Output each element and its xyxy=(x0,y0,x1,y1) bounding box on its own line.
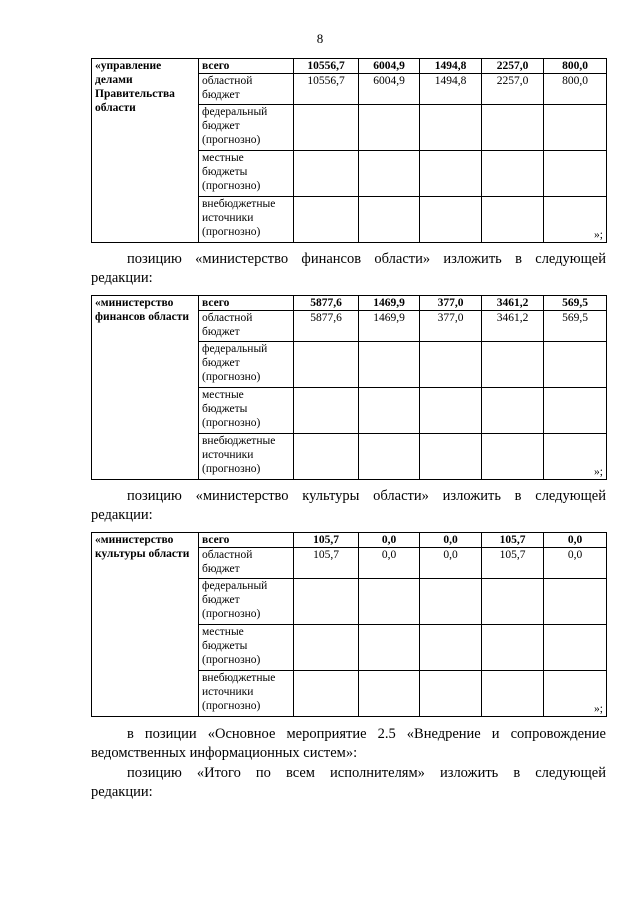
amount-cell: 377,0 xyxy=(420,296,482,311)
total-row xyxy=(92,533,607,548)
paragraph-finance-ministry xyxy=(91,250,606,288)
funding-source: местные бюджеты (прогнозно) xyxy=(199,388,294,434)
funding-source: всего xyxy=(199,296,294,311)
funding-source: внебюджетные источники (прогнозно) xyxy=(199,197,294,243)
amount-cell: 6004,9 xyxy=(359,59,420,74)
funding-source: всего xyxy=(199,59,294,74)
amount-cell xyxy=(294,671,359,717)
funding-source: областной бюджет xyxy=(199,548,294,579)
amount-cell xyxy=(294,342,359,388)
amount-cell xyxy=(544,342,607,388)
total-row xyxy=(92,59,607,74)
amount-cell xyxy=(359,671,420,717)
amount-cell: 3461,2 xyxy=(482,311,544,342)
amount-cell xyxy=(482,388,544,434)
amount-cell xyxy=(420,342,482,388)
amount-cell xyxy=(359,625,420,671)
amount-cell: 6004,9 xyxy=(359,74,420,105)
amount-cell xyxy=(544,105,607,151)
amount-cell xyxy=(294,197,359,243)
amount-cell: 10556,7 xyxy=(294,74,359,105)
amount-cell xyxy=(482,671,544,717)
amount-cell xyxy=(482,342,544,388)
closing-quote: »; xyxy=(544,671,607,717)
amount-cell xyxy=(359,434,420,480)
amount-cell: 2257,0 xyxy=(482,59,544,74)
amount-cell: 105,7 xyxy=(294,533,359,548)
page-number: 8 xyxy=(316,31,324,46)
amount-cell: 5877,6 xyxy=(294,296,359,311)
paragraph-line: позицию «Итого по всем исполнителям» изложить в следующей xyxy=(127,765,606,781)
amount-cell xyxy=(544,579,607,625)
amount-cell: 105,7 xyxy=(482,533,544,548)
amount-cell: 0,0 xyxy=(544,548,607,579)
paragraph-culture-ministry xyxy=(91,487,606,525)
amount-cell: 1494,8 xyxy=(420,59,482,74)
amount-cell xyxy=(420,625,482,671)
amount-cell xyxy=(359,151,420,197)
amount-cell xyxy=(359,342,420,388)
funding-source: федеральный бюджет (прогнозно) xyxy=(199,105,294,151)
amount-cell xyxy=(420,105,482,151)
amount-cell xyxy=(294,105,359,151)
amount-cell: 0,0 xyxy=(359,533,420,548)
paragraph-line: позицию «министерство финансов области» изложить в следующей xyxy=(127,251,606,267)
amount-cell: 0,0 xyxy=(420,548,482,579)
amount-cell: 105,7 xyxy=(482,548,544,579)
amount-cell xyxy=(482,105,544,151)
executor-name: «управление делами Правительства области xyxy=(92,59,199,243)
budget-table-management xyxy=(91,58,607,243)
amount-cell xyxy=(359,105,420,151)
closing-quote: »; xyxy=(544,197,607,243)
funding-source: федеральный бюджет (прогнозно) xyxy=(199,342,294,388)
funding-source: областной бюджет xyxy=(199,311,294,342)
total-row xyxy=(92,296,607,311)
paragraph-line: позицию «министерство культуры области» изложить в следующей xyxy=(127,488,606,504)
amount-cell xyxy=(420,151,482,197)
paragraph-line: редакции: xyxy=(91,507,153,523)
budget-table-finance xyxy=(91,295,607,480)
amount-cell: 0,0 xyxy=(359,548,420,579)
paragraph-line: ведомственных информационных систем»: xyxy=(91,745,358,761)
amount-cell xyxy=(420,671,482,717)
amount-cell xyxy=(420,197,482,243)
paragraph-main-activity xyxy=(91,725,606,763)
amount-cell: 10556,7 xyxy=(294,59,359,74)
amount-cell: 1469,9 xyxy=(359,311,420,342)
amount-cell xyxy=(420,579,482,625)
amount-cell xyxy=(482,151,544,197)
funding-source: областной бюджет xyxy=(199,74,294,105)
amount-cell xyxy=(359,197,420,243)
amount-cell: 569,5 xyxy=(544,296,607,311)
amount-cell xyxy=(359,388,420,434)
funding-source: федеральный бюджет (прогнозно) xyxy=(199,579,294,625)
amount-cell xyxy=(294,579,359,625)
closing-quote: »; xyxy=(544,434,607,480)
amount-cell xyxy=(482,197,544,243)
amount-cell: 1469,9 xyxy=(359,296,420,311)
funding-source: местные бюджеты (прогнозно) xyxy=(199,151,294,197)
amount-cell: 0,0 xyxy=(544,533,607,548)
amount-cell xyxy=(544,151,607,197)
budget-table-culture xyxy=(91,532,607,717)
executor-name: «министерство финансов области xyxy=(92,296,199,480)
amount-cell xyxy=(420,388,482,434)
amount-cell: 0,0 xyxy=(420,533,482,548)
funding-source: внебюджетные источники (прогнозно) xyxy=(199,434,294,480)
executor-name: «министерство культуры области xyxy=(92,533,199,717)
amount-cell xyxy=(544,388,607,434)
amount-cell: 1494,8 xyxy=(420,74,482,105)
amount-cell xyxy=(420,434,482,480)
amount-cell xyxy=(294,434,359,480)
paragraph-line: в позиции «Основное мероприятие 2.5 «Внедрение и сопровождение xyxy=(127,726,606,742)
amount-cell: 105,7 xyxy=(294,548,359,579)
amount-cell xyxy=(294,388,359,434)
amount-cell: 2257,0 xyxy=(482,74,544,105)
amount-cell: 800,0 xyxy=(544,74,607,105)
funding-source: всего xyxy=(199,533,294,548)
amount-cell xyxy=(294,151,359,197)
paragraph-total-all xyxy=(91,764,606,802)
amount-cell: 569,5 xyxy=(544,311,607,342)
amount-cell xyxy=(482,579,544,625)
amount-cell: 3461,2 xyxy=(482,296,544,311)
funding-source: местные бюджеты (прогнозно) xyxy=(199,625,294,671)
paragraph-line: редакции: xyxy=(91,270,153,286)
amount-cell xyxy=(544,625,607,671)
amount-cell: 5877,6 xyxy=(294,311,359,342)
amount-cell xyxy=(482,434,544,480)
amount-cell xyxy=(482,625,544,671)
funding-source: внебюджетные источники (прогнозно) xyxy=(199,671,294,717)
amount-cell: 377,0 xyxy=(420,311,482,342)
amount-cell: 800,0 xyxy=(544,59,607,74)
amount-cell xyxy=(294,625,359,671)
paragraph-line: редакции: xyxy=(91,784,153,800)
amount-cell xyxy=(359,579,420,625)
